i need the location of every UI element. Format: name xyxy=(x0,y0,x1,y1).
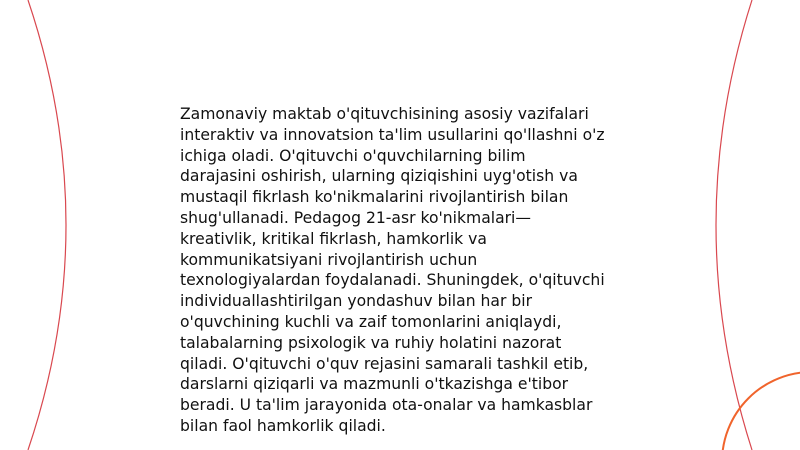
paragraph-line: interaktiv va innovatsion ta'lim usullarini qo'llashni o'z xyxy=(180,125,605,144)
paragraph-line: ichiga oladi. O'qituvchi o'quvchilarning bilim xyxy=(180,146,526,165)
paragraph-line: darslarni qiziqarli va mazmunli o'tkazishga e'tibor xyxy=(180,375,569,394)
paragraph-line: mustaqil fikrlash ko'nikmalarini rivojlantirish bilan xyxy=(180,188,569,207)
paragraph-line: individuallashtirilgan yondashuv bilan har bir xyxy=(180,292,532,311)
paragraph-line: shug'ullanadi. Pedagog 21-asr ko'nikmalari— xyxy=(180,208,531,227)
paragraph-line: kommunikatsiyani rivojlantirish uchun xyxy=(180,250,478,269)
paragraph-line: beradi. U ta'lim jarayonida ota-onalar va hamkasblar xyxy=(180,396,593,415)
right-arc xyxy=(716,0,752,450)
paragraph-line: kreativlik, kritikal fikrlash, hamkorlik va xyxy=(180,229,487,248)
body-paragraph xyxy=(180,104,630,437)
paragraph-line: bilan faol hamkorlik qiladi. xyxy=(180,416,386,435)
paragraph-line: talabalarning psixologik va ruhiy holatini nazorat xyxy=(180,333,562,352)
paragraph-line: darajasini oshirish, ularning qiziqishini uyg'otish va xyxy=(180,167,578,186)
left-arc xyxy=(28,0,66,450)
paragraph-line: o'quvchining kuchli va zaif tomonlarini aniqlaydi, xyxy=(180,312,562,331)
paragraph-line: Zamonaviy maktab o'qituvchisining asosiy vazifalari xyxy=(180,105,589,123)
paragraph-line: qiladi. O'qituvchi o'quv rejasini samarali tashkil etib, xyxy=(180,354,589,373)
paragraph-line: texnologiyalardan foydalanadi. Shuningdek, o'qituvchi xyxy=(180,271,605,290)
